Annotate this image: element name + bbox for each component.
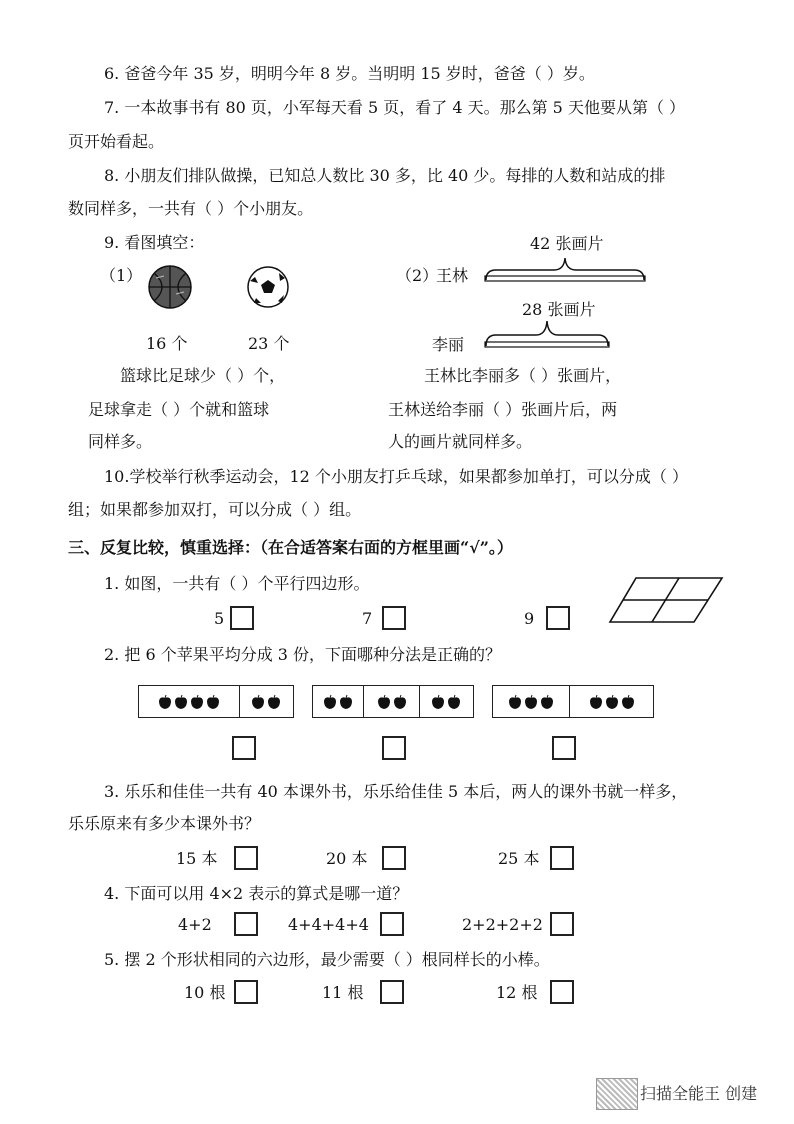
s3-q2-option-a-checkbox[interactable]: [232, 736, 256, 760]
apple-icon: [604, 694, 620, 710]
s3-q3-option-b-checkbox[interactable]: [382, 846, 406, 870]
s3-q4-option-c-label: 2+2+2+2: [462, 915, 543, 934]
q9-part2-label: （2）: [396, 266, 439, 285]
question-7-line1: 7. 一本故事书有 80 页，小军每天看 5 页，看了 4 天。那么第 5 天他要从第（ ）: [104, 98, 686, 117]
q9-part1-text3: 同样多。: [88, 432, 153, 451]
s3-q4-option-a-label: 4+2: [178, 915, 212, 934]
q9-part2-text1: 王林比李丽多（ ）张画片，: [424, 366, 622, 385]
apple-segment: [139, 686, 240, 717]
s3-q5-option-b-label: 11 根: [322, 983, 364, 1002]
s3-q1-option-a-label: 5: [214, 609, 225, 628]
basketball-count: 16 个: [146, 334, 188, 353]
apple-icon: [266, 694, 282, 710]
apple-segment: [420, 686, 473, 717]
q9-part1-label: （1）: [100, 266, 143, 285]
apple-icon: [376, 694, 392, 710]
question-6: 6. 爸爸今年 35 岁，明明今年 8 岁。当明明 15 岁时，爸爸（ ）岁。: [104, 64, 595, 83]
s3-q4-option-a-checkbox[interactable]: [234, 912, 258, 936]
apple-icon: [539, 694, 555, 710]
apple-group-b: [312, 685, 474, 718]
football-count: 23 个: [248, 334, 290, 353]
name-wanglin: 王林: [436, 266, 469, 285]
s3-question-5: 5. 摆 2 个形状相同的六边形，最少需要（ ）根同样长的小棒。: [104, 950, 550, 969]
football-icon: [246, 265, 290, 309]
question-7-line2: 页开始看起。: [68, 132, 165, 151]
apple-icon: [446, 694, 462, 710]
s3-q3-option-a-label: 15 本: [176, 849, 218, 868]
s3-q2-option-b-checkbox[interactable]: [382, 736, 406, 760]
question-10-line2: 组；如果都参加双打，可以分成（ ）组。: [68, 500, 362, 519]
s3-q1-option-b-label: 7: [362, 609, 373, 628]
question-10-line1: 10.学校举行秋季运动会，12 个小朋友打乒乓球，如果都参加单打，可以分成（ ）: [104, 467, 688, 486]
apple-icon: [338, 694, 354, 710]
s3-q5-option-c-checkbox[interactable]: [550, 980, 574, 1004]
s3-q5-option-c-label: 12 根: [496, 983, 538, 1002]
apple-icon: [523, 694, 539, 710]
q9-part2-text2: 王林送给李丽（ ）张画片后，两: [388, 400, 618, 419]
s3-q1-option-a-checkbox[interactable]: [230, 606, 254, 630]
apple-icon: [430, 694, 446, 710]
question-8-line1: 8. 小朋友们排队做操，已知总人数比 30 多，比 40 少。每排的人数和站成的排: [104, 166, 666, 185]
apple-icon: [173, 694, 189, 710]
s3-question-3-line2: 乐乐原来有多少本课外书？: [68, 814, 261, 833]
s3-q5-option-a-checkbox[interactable]: [234, 980, 258, 1004]
section-3-title: 三、反复比较，慎重选择：（在合适答案右面的方框里画“√”。）: [68, 538, 513, 557]
apple-icon: [620, 694, 636, 710]
apple-segment: [313, 686, 364, 717]
s3-q3-option-a-checkbox[interactable]: [234, 846, 258, 870]
brace-lili: [484, 318, 610, 348]
apple-icon: [189, 694, 205, 710]
apple-group-a: [138, 685, 294, 718]
s3-q5-option-b-checkbox[interactable]: [380, 980, 404, 1004]
apple-icon: [250, 694, 266, 710]
s3-q5-option-a-label: 10 根: [184, 983, 226, 1002]
s3-q2-option-c-checkbox[interactable]: [552, 736, 576, 760]
brace-wanglin: [484, 254, 646, 282]
apple-icon: [392, 694, 408, 710]
s3-q1-option-c-label: 9: [524, 609, 535, 628]
s3-q4-option-b-checkbox[interactable]: [380, 912, 404, 936]
brace-label-42: 42 张画片: [530, 234, 604, 253]
apple-segment: [570, 686, 653, 717]
s3-question-3-line1: 3. 乐乐和佳佳一共有 40 本课外书，乐乐给佳佳 5 本后，两人的课外书就一样多，: [104, 782, 688, 801]
apple-icon: [205, 694, 221, 710]
q9-part1-text1: 篮球比足球少（ ）个，: [120, 366, 286, 385]
s3-q4-option-b-label: 4+4+4+4: [288, 915, 369, 934]
q9-part2-text3: 人的画片就同样多。: [388, 432, 533, 451]
q9-part1-text2: 足球拿走（ ）个就和篮球: [88, 400, 270, 419]
scanner-watermark: 扫描全能王 创建: [640, 1084, 758, 1103]
s3-question-4: 4. 下面可以用 4×2 表示的算式是哪一道？: [104, 884, 409, 903]
name-lili: 李丽: [432, 335, 465, 354]
apple-icon: [588, 694, 604, 710]
apple-icon: [507, 694, 523, 710]
s3-question-1: 1. 如图，一共有（ ）个平行四边形。: [104, 574, 370, 593]
apple-segment: [364, 686, 419, 717]
apple-segment: [240, 686, 293, 717]
s3-q1-option-c-checkbox[interactable]: [546, 606, 570, 630]
brace-label-28: 28 张画片: [522, 300, 596, 319]
s3-q3-option-c-checkbox[interactable]: [550, 846, 574, 870]
s3-q1-option-b-checkbox[interactable]: [382, 606, 406, 630]
apple-icon: [157, 694, 173, 710]
apple-group-c: [492, 685, 654, 718]
parallelogram-figure: [608, 576, 724, 624]
scanner-logo: [596, 1078, 638, 1110]
basketball-icon: [146, 264, 194, 310]
apple-icon: [322, 694, 338, 710]
s3-q3-option-c-label: 25 本: [498, 849, 540, 868]
s3-question-2: 2. 把 6 个苹果平均分成 3 份，下面哪种分法是正确的？: [104, 645, 502, 664]
question-8-line2: 数同样多，一共有（ ）个小朋友。: [68, 199, 314, 218]
s3-q3-option-b-label: 20 本: [326, 849, 368, 868]
s3-q4-option-c-checkbox[interactable]: [550, 912, 574, 936]
question-9-title: 9. 看图填空：: [104, 233, 205, 252]
apple-segment: [493, 686, 570, 717]
